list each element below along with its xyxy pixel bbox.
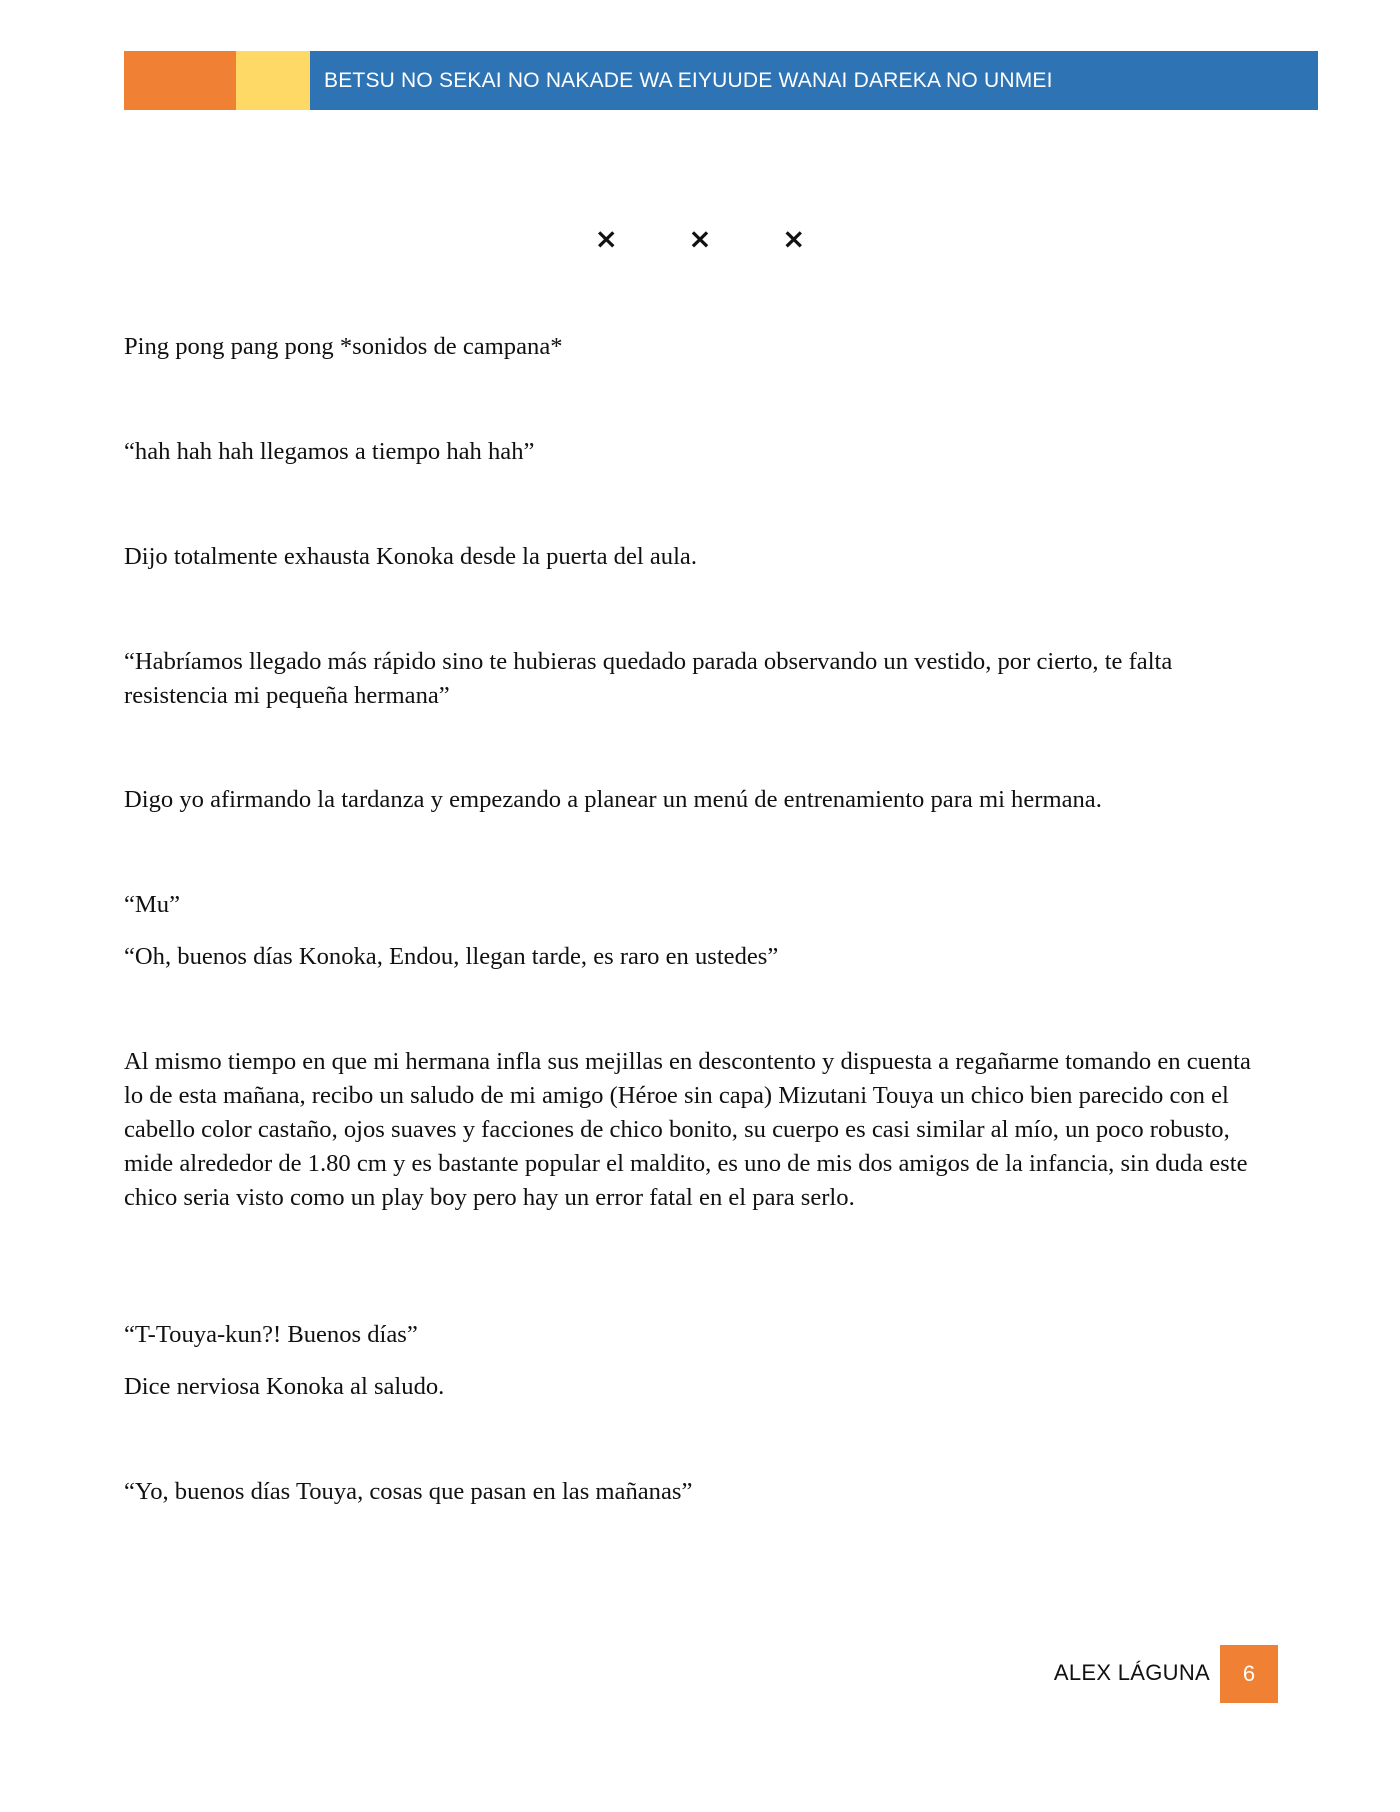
paragraph: Ping pong pang pong *sonidos de campana*	[124, 333, 563, 360]
page-number: 6	[1220, 1645, 1278, 1703]
paragraph: “T-Touya-kun?! Buenos días”	[124, 1321, 418, 1348]
header-orange-block	[124, 51, 236, 110]
divider-mark: ×	[594, 222, 618, 255]
paragraph: “Yo, buenos días Touya, cosas que pasan en las mañanas”	[124, 1478, 693, 1505]
header-yellow-block	[236, 51, 310, 110]
paragraph: Al mismo tiempo en que mi hermana infla sus mejillas en descontento y dispuesta a regañarme tomando en cuenta lo de esta mañana, recibo un saludo de mi amigo (Héroe sin capa) Mizutani Touya un chico bien parecido con el cabello color castaño, ojos suaves y facciones de chico bonito, su cuerpo es casi similar al mío, un poco robusto, mide alrededor de 1.80 cm y es bastante popular el maldito, es uno de mis dos amigos de la infancia, sin duda este chico seria visto como un play boy pero hay un error fatal en el para serlo.	[124, 1048, 1251, 1211]
paragraph: Dijo totalmente exhausta Konoka desde la puerta del aula.	[124, 543, 697, 570]
footer-author: ALEX LÁGUNA	[1053, 1660, 1210, 1685]
section-divider	[0, 222, 1400, 255]
header-bar	[124, 51, 1318, 110]
divider-mark: ×	[782, 222, 806, 255]
header-title-block	[310, 51, 1318, 110]
paragraph: “Habríamos llegado más rápido sino te hubieras quedado parada observando un vestido, por cierto, te falta resistencia mi pequeña hermana”	[124, 648, 1173, 709]
paragraph: “Mu”	[124, 891, 180, 918]
paragraph: “hah hah hah llegamos a tiempo hah hah”	[124, 438, 535, 465]
paragraph: Dice nerviosa Konoka al saludo.	[124, 1373, 445, 1400]
document-title: BETSU NO SEKAI NO NAKADE WA EIYUUDE WANAI DAREKA NO UNMEI	[324, 68, 1053, 92]
paragraph: “Oh, buenos días Konoka, Endou, llegan tarde, es raro en ustedes”	[124, 943, 779, 970]
divider-mark: ×	[688, 222, 712, 255]
paragraph: Digo yo afirmando la tardanza y empezando a planear un menú de entrenamiento para mi hermana.	[124, 786, 1102, 813]
